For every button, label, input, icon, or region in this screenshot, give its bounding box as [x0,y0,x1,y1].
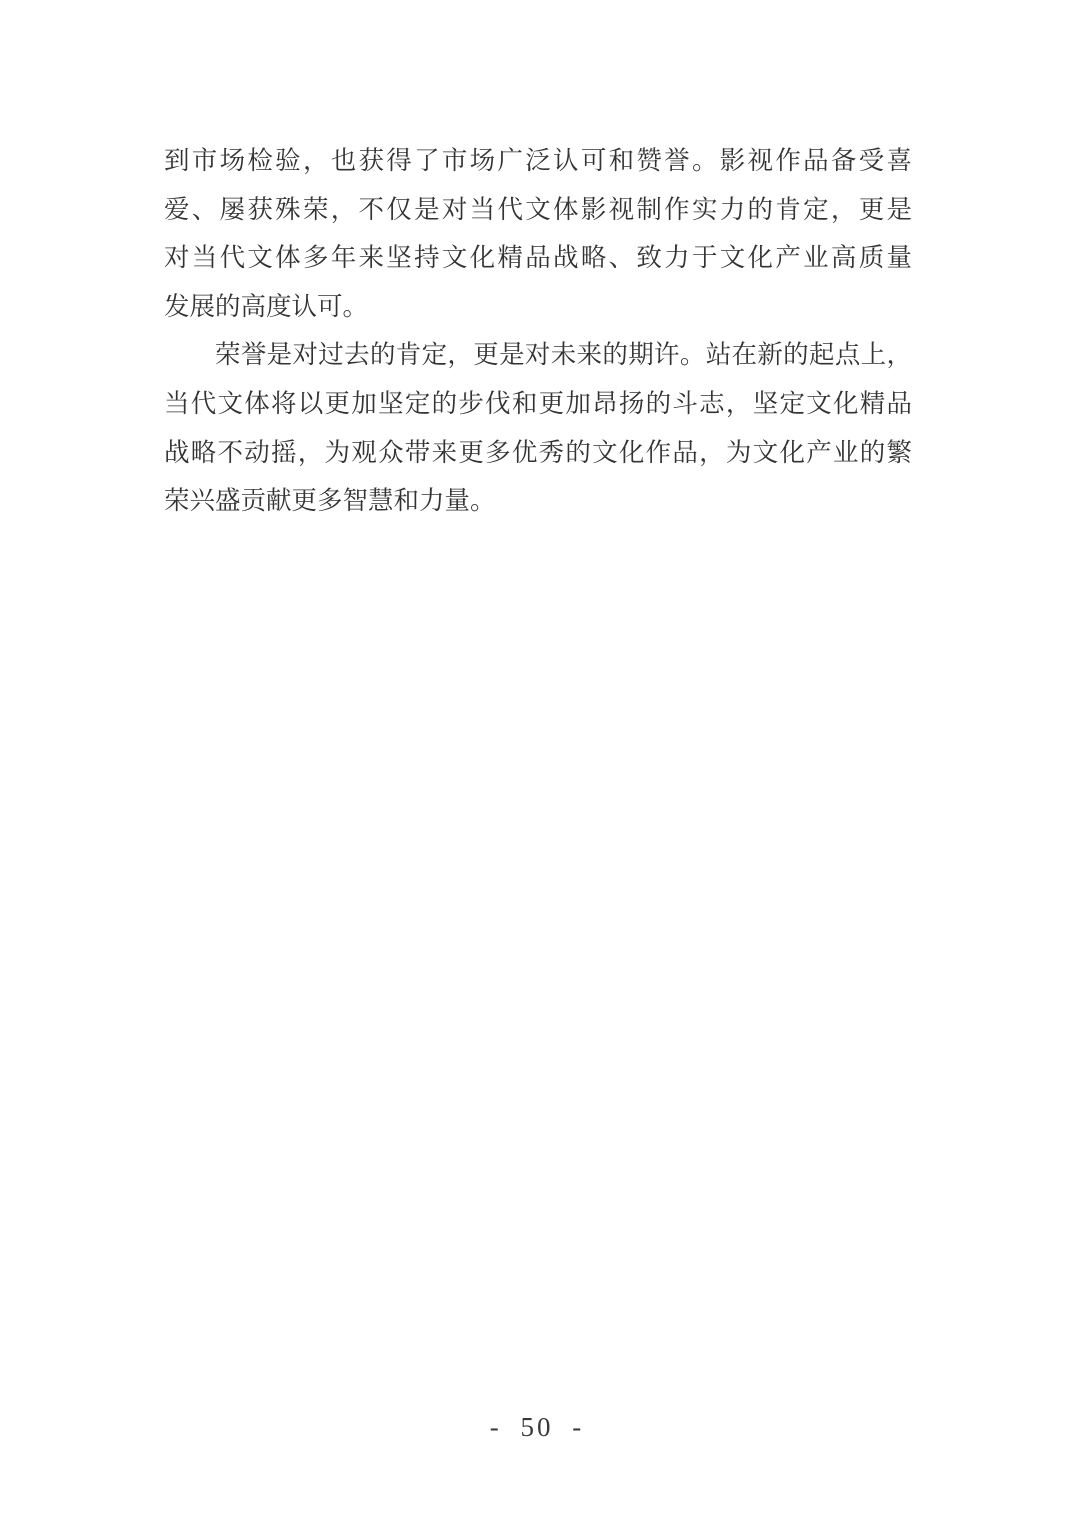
page-number: - 50 - [489,1412,585,1442]
body-text-block [164,137,912,526]
text-line: 当代文体将以更加坚定的步伐和更加昂扬的斗志，坚定文化精品 [164,388,912,418]
paragraph-2 [164,331,912,525]
text-line: 对当代文体多年来坚持文化精品战略、致力于文化产业高质量 [164,243,912,273]
text-line: 到市场检验，也获得了市场广泛认可和赞誉。影视作品备受喜 [164,146,912,175]
text-line: 战略不动摇，为观众带来更多优秀的文化作品，为文化产业的繁 [164,437,912,467]
text-line: 荣兴盛贡献更多智慧和力量。 [164,486,496,516]
paragraph-1 [164,137,912,331]
text-line: 爱、屡获殊荣，不仅是对当代文体影视制作实力的肯定，更是 [164,194,912,224]
text-line: 发展的高度认可。 [164,291,369,321]
text-line: 荣誉是对过去的肯定，更是对未来的期许。站在新的起点上， [215,340,912,370]
